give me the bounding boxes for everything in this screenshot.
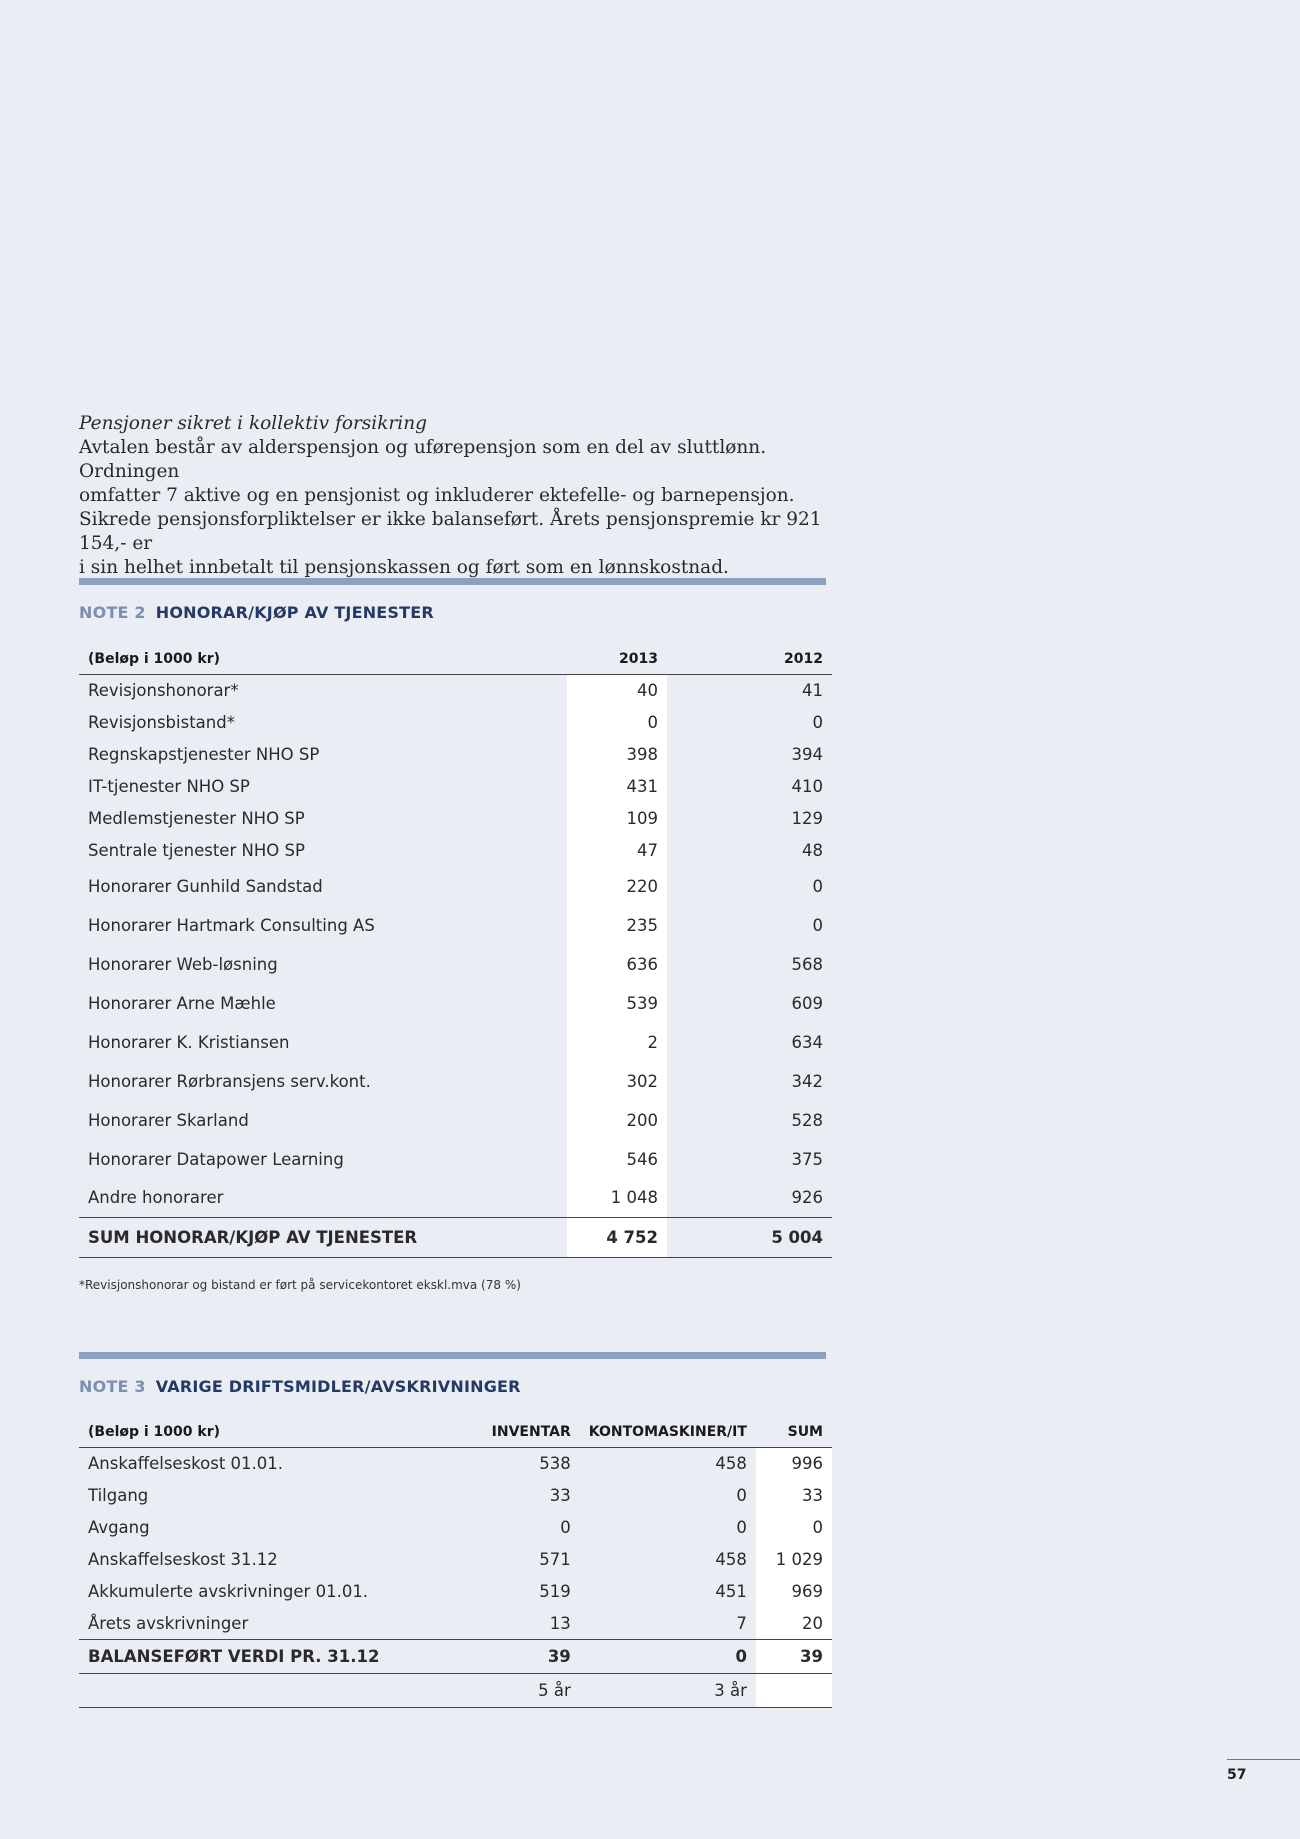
column-header: 2013 bbox=[567, 643, 667, 675]
row-label: Andre honorarer bbox=[88, 1188, 224, 1208]
table-row bbox=[79, 1448, 832, 1480]
value-2012: 528 bbox=[791, 1110, 823, 1130]
row-label: Honorarer Gunhild Sandstad bbox=[88, 876, 323, 896]
row-label: Avgang bbox=[88, 1518, 150, 1537]
row-label: Akkumulerte avskrivninger 01.01. bbox=[88, 1582, 369, 1601]
row-label: Tilgang bbox=[88, 1486, 149, 1505]
value-2012: 926 bbox=[791, 1188, 823, 1208]
note3-title bbox=[79, 1377, 521, 1396]
sum-label: SUM HONORAR/KJØP AV TJENESTER bbox=[79, 1218, 567, 1258]
row-label: Honorarer Datapower Learning bbox=[88, 1149, 344, 1169]
row-label: Anskaffelseskost 01.01. bbox=[88, 1454, 284, 1474]
note3-divider bbox=[79, 1352, 826, 1359]
value-2012: 410 bbox=[791, 777, 823, 796]
row-label: Honorarer Hartmark Consulting AS bbox=[88, 915, 375, 935]
table-row bbox=[79, 771, 832, 803]
page-number-rule bbox=[1227, 1759, 1300, 1760]
row-label: Sentrale tjenester NHO SP bbox=[88, 841, 305, 860]
value-2012: 634 bbox=[791, 1032, 823, 1052]
value-kontomaskiner: 7 bbox=[736, 1613, 747, 1633]
table-row bbox=[79, 1179, 832, 1218]
value-sum: 0 bbox=[756, 1512, 832, 1544]
column-header: 2012 bbox=[667, 643, 832, 675]
value-2012: 41 bbox=[802, 681, 823, 701]
row-label: Regnskapstjenester NHO SP bbox=[88, 745, 320, 764]
row-label: Honorarer Rørbransjens serv.kont. bbox=[88, 1071, 371, 1091]
value-2013: 398 bbox=[567, 739, 667, 771]
table-row bbox=[79, 945, 832, 984]
sum-2013: 4 752 bbox=[567, 1218, 667, 1258]
sum-inventar: 39 bbox=[423, 1640, 580, 1674]
value-2013: 47 bbox=[567, 835, 667, 867]
table-row bbox=[79, 867, 832, 906]
value-inventar: 538 bbox=[539, 1454, 571, 1474]
sum-label: BALANSEFØRT VERDI PR. 31.12 bbox=[79, 1640, 423, 1674]
value-sum: 33 bbox=[756, 1480, 832, 1512]
pension-line: Avtalen består av alderspensjon og uførepensjon som en del av sluttlønn. Ordningen bbox=[79, 437, 767, 482]
table-row bbox=[79, 739, 832, 771]
column-header: KONTOMASKINER/IT bbox=[580, 1416, 756, 1448]
row-label: IT-tjenester NHO SP bbox=[88, 777, 250, 796]
table-row bbox=[79, 1608, 832, 1640]
note2-footnote: *Revisjonshonorar og bistand er ført på servicekontoret ekskl.mva (78 %) bbox=[79, 1278, 521, 1292]
table-row bbox=[79, 906, 832, 945]
note3-heading: VARIGE DRIFTSMIDLER/AVSKRIVNINGER bbox=[155, 1377, 521, 1396]
value-kontomaskiner: 0 bbox=[736, 1518, 747, 1537]
row-label: Anskaffelseskost 31.12 bbox=[88, 1550, 278, 1569]
pension-line: omfatter 7 aktive og en pensjonist og inkluderer ektefelle- og barnepensjon. bbox=[79, 485, 795, 506]
value-2012: 609 bbox=[791, 993, 823, 1013]
table-row bbox=[79, 707, 832, 739]
value-inventar: 0 bbox=[560, 1518, 571, 1537]
lifetime-sum bbox=[756, 1674, 832, 1708]
value-2013: 235 bbox=[567, 906, 667, 945]
pension-line: i sin helhet innbetalt til pensjonskassen og ført som en lønnskostnad. bbox=[79, 557, 729, 578]
table-row bbox=[79, 1140, 832, 1179]
row-label: Medlemstjenester NHO SP bbox=[88, 809, 305, 828]
table-row bbox=[79, 1062, 832, 1101]
column-header: (Beløp i 1000 kr) bbox=[79, 643, 567, 675]
value-kontomaskiner: 0 bbox=[736, 1486, 747, 1505]
table-row bbox=[79, 1544, 832, 1576]
pension-text-block bbox=[79, 412, 839, 580]
table-row bbox=[79, 835, 832, 867]
table-row bbox=[79, 1512, 832, 1544]
page-number: 57 bbox=[1227, 1767, 1247, 1783]
value-2013: 2 bbox=[567, 1023, 667, 1062]
row-label: Honorarer K. Kristiansen bbox=[88, 1032, 290, 1052]
table-header-row bbox=[79, 643, 832, 675]
value-2012: 0 bbox=[812, 876, 823, 896]
value-2013: 200 bbox=[567, 1101, 667, 1140]
value-2013: 40 bbox=[567, 675, 667, 707]
pension-heading: Pensjoner sikret i kollektiv forsikring bbox=[79, 413, 427, 434]
table-row bbox=[79, 803, 832, 835]
value-2013: 109 bbox=[567, 803, 667, 835]
value-2013: 220 bbox=[567, 867, 667, 906]
sum-total: 39 bbox=[756, 1640, 832, 1674]
value-2013: 1 048 bbox=[567, 1179, 667, 1218]
value-2012: 48 bbox=[802, 841, 823, 860]
note2-heading: HONORAR/KJØP AV TJENESTER bbox=[155, 603, 434, 622]
value-2013: 539 bbox=[567, 984, 667, 1023]
table-row bbox=[79, 1576, 832, 1608]
value-sum: 1 029 bbox=[756, 1544, 832, 1576]
value-sum: 969 bbox=[756, 1576, 832, 1608]
lifetime-row bbox=[79, 1674, 832, 1708]
column-header: (Beløp i 1000 kr) bbox=[79, 1416, 423, 1448]
value-kontomaskiner: 458 bbox=[715, 1550, 747, 1569]
table-row bbox=[79, 1023, 832, 1062]
value-sum: 20 bbox=[756, 1608, 832, 1640]
note2-title bbox=[79, 603, 434, 622]
value-2012: 0 bbox=[812, 713, 823, 732]
value-2012: 394 bbox=[791, 745, 823, 764]
value-2013: 0 bbox=[567, 707, 667, 739]
value-inventar: 13 bbox=[549, 1613, 571, 1633]
column-header: SUM bbox=[756, 1416, 832, 1448]
note2-divider bbox=[79, 578, 826, 585]
sum-kontomaskiner: 0 bbox=[580, 1640, 756, 1674]
value-inventar: 519 bbox=[539, 1582, 571, 1601]
value-2013: 546 bbox=[567, 1140, 667, 1179]
value-kontomaskiner: 458 bbox=[715, 1454, 747, 1474]
sum-row bbox=[79, 1218, 832, 1258]
value-kontomaskiner: 451 bbox=[715, 1582, 747, 1601]
row-label: Revisjonshonorar* bbox=[88, 681, 239, 701]
value-sum: 996 bbox=[756, 1448, 832, 1480]
pension-line: Sikrede pensjonsforpliktelser er ikke balanseført. Årets pensjonspremie kr 921 154,- er bbox=[79, 509, 822, 554]
sum-2012: 5 004 bbox=[667, 1218, 832, 1258]
note2-table bbox=[79, 643, 832, 1258]
note3-table bbox=[79, 1416, 832, 1708]
column-header: INVENTAR bbox=[423, 1416, 580, 1448]
row-label: Honorarer Web-løsning bbox=[88, 954, 278, 974]
table-row bbox=[79, 1101, 832, 1140]
lifetime-inventar: 5 år bbox=[538, 1681, 571, 1700]
value-2012: 568 bbox=[791, 954, 823, 974]
value-2012: 342 bbox=[791, 1071, 823, 1091]
value-2012: 0 bbox=[812, 915, 823, 935]
table-row bbox=[79, 1480, 832, 1512]
table-header-row bbox=[79, 1416, 832, 1448]
value-2013: 636 bbox=[567, 945, 667, 984]
row-label: Honorarer Arne Mæhle bbox=[88, 993, 276, 1013]
row-label: Årets avskrivninger bbox=[88, 1613, 249, 1633]
value-inventar: 33 bbox=[549, 1486, 571, 1505]
table-row bbox=[79, 984, 832, 1023]
value-2012: 375 bbox=[791, 1149, 823, 1169]
value-2013: 302 bbox=[567, 1062, 667, 1101]
value-2013: 431 bbox=[567, 771, 667, 803]
note3-number: NOTE 3 bbox=[79, 1377, 146, 1396]
sum-row bbox=[79, 1640, 832, 1674]
value-2012: 129 bbox=[791, 809, 823, 828]
row-label: Honorarer Skarland bbox=[88, 1110, 249, 1130]
table-row bbox=[79, 675, 832, 707]
note2-number: NOTE 2 bbox=[79, 603, 146, 622]
value-inventar: 571 bbox=[539, 1550, 571, 1569]
lifetime-kontomaskiner: 3 år bbox=[714, 1681, 747, 1700]
row-label: Revisjonsbistand* bbox=[88, 713, 235, 732]
lifetime-label bbox=[79, 1674, 423, 1708]
